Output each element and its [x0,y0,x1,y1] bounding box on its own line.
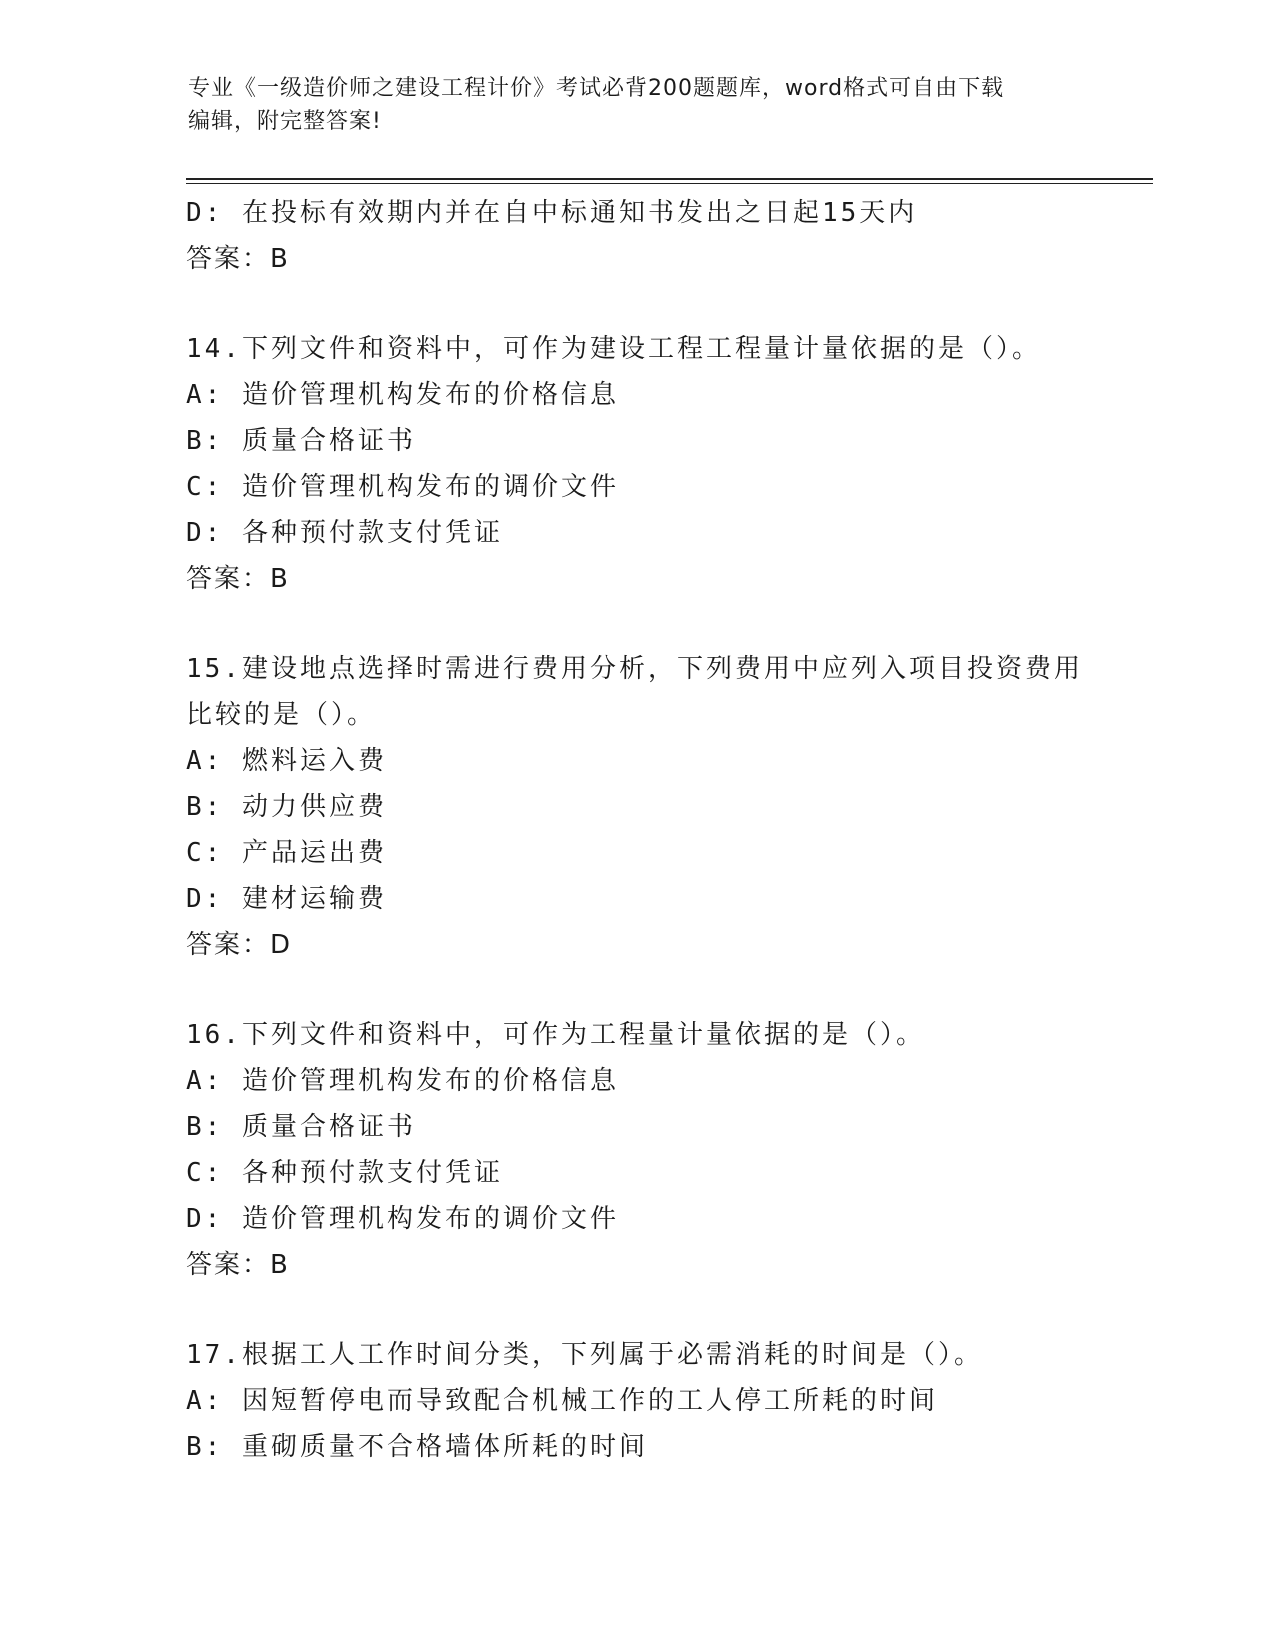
option-b: B: 重砌质量不合格墙体所耗的时间 [186,1432,648,1462]
option-a: A: 造价管理机构发布的价格信息 [186,380,619,410]
header-rule-thick [186,178,1153,180]
option-a: A: 因短暂停电而导致配合机械工作的工人停工所耗的时间 [186,1386,938,1416]
option-b: B: 质量合格证书 [186,426,416,456]
question-stem-continued: 比较的是（）。 [186,700,377,730]
question-15 [186,646,1086,968]
page-header [188,72,1088,138]
header-line-2: 编辑，附完整答案! [188,109,382,134]
option-d: D: 各种预付款支付凭证 [186,518,503,548]
option-b: B: 动力供应费 [186,792,387,822]
option-d: D: 在投标有效期内并在自中标通知书发出之日起15天内 [186,198,918,228]
option-d: D: 造价管理机构发布的调价文件 [186,1204,619,1234]
answer: 答案：B [186,1250,290,1280]
prev-question-fragment [186,190,1086,282]
option-a: A: 造价管理机构发布的价格信息 [186,1066,619,1096]
header-line-1: 专业《一级造价师之建设工程计价》考试必背200题题库，word格式可自由下载 [188,76,1005,101]
question-14 [186,326,1086,602]
question-stem: 17.根据工人工作时间分类，下列属于必需消耗的时间是（）。 [186,1340,983,1370]
answer: 答案：B [186,564,290,594]
question-16 [186,1012,1086,1288]
question-stem: 16.下列文件和资料中，可作为工程量计量依据的是（）。 [186,1020,925,1050]
option-b: B: 质量合格证书 [186,1112,416,1142]
header-rule-thin [186,183,1153,184]
question-stem: 15.建设地点选择时需进行费用分析，下列费用中应列入项目投资费用 [186,654,1083,684]
option-a: A: 燃料运入费 [186,746,387,776]
option-c: C: 各种预付款支付凭证 [186,1158,503,1188]
question-stem: 14.下列文件和资料中，可作为建设工程工程量计量依据的是（）。 [186,334,1041,364]
option-c: C: 造价管理机构发布的调价文件 [186,472,619,502]
answer: 答案：B [186,244,290,274]
question-content [186,190,1086,1470]
option-c: C: 产品运出费 [186,838,387,868]
answer: 答案：D [186,930,293,960]
question-17 [186,1332,1086,1470]
option-d: D: 建材运输费 [186,884,387,914]
